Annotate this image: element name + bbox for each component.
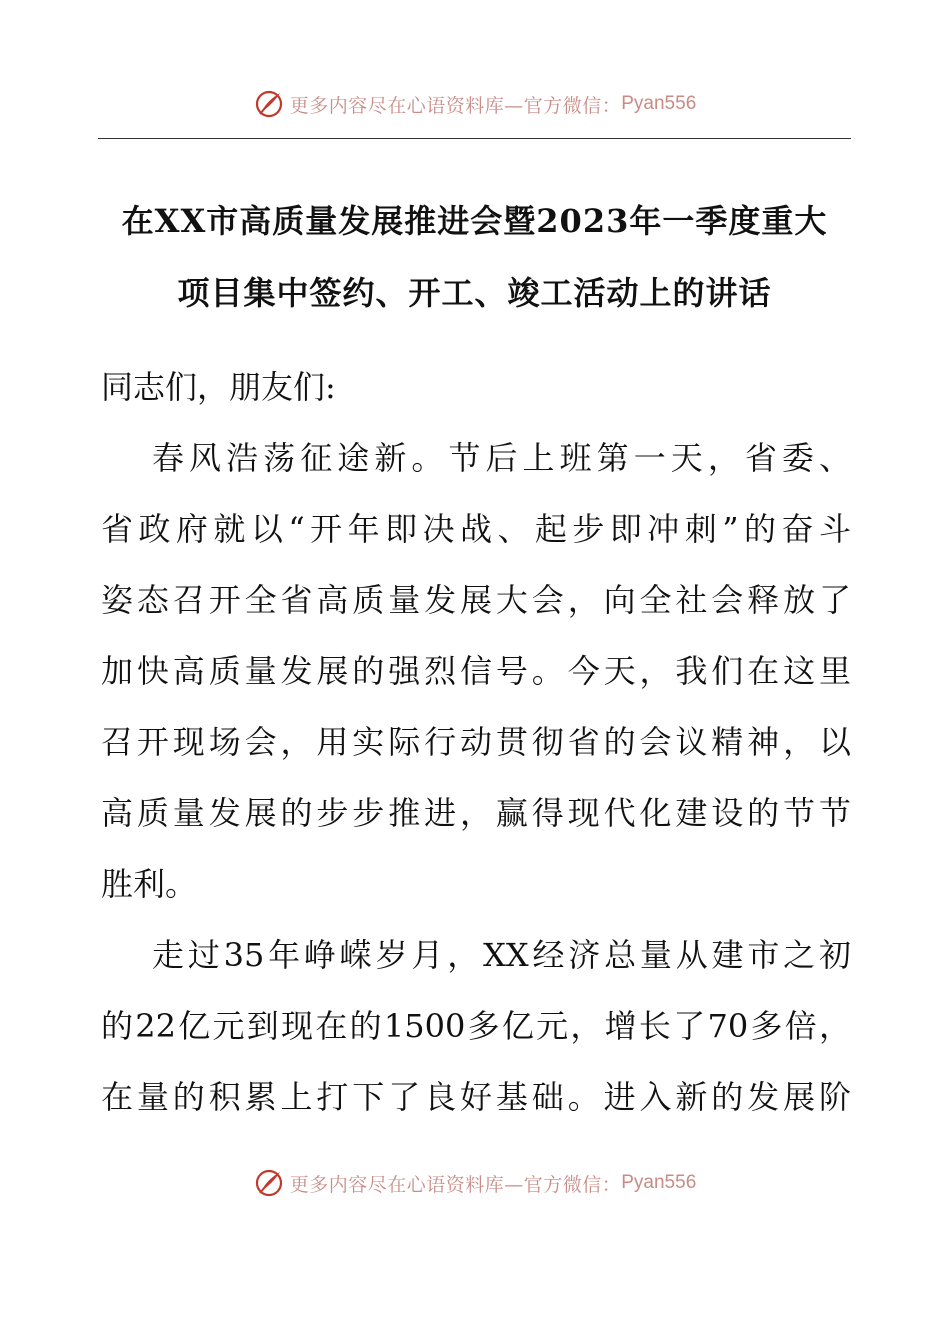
- header-banner: [0, 84, 950, 124]
- paragraph-line: 春风浩荡征途新。节后上班第一天，省委、: [152, 439, 851, 477]
- paragraph-line: 在量的积累上打下了良好基础。进入新的发展阶: [101, 1078, 851, 1116]
- quill-logo-icon: [254, 1168, 284, 1198]
- paragraph-line: 姿态召开全省高质量发展大会，向全社会释放了: [101, 581, 851, 619]
- wechat-id: Pyan556: [621, 1172, 697, 1193]
- document-title-line-1: 在XX市高质量发展推进会暨2023年一季度重大: [121, 202, 828, 240]
- salutation: 同志们，朋友们:: [101, 368, 336, 406]
- document-title-line-2: 项目集中签约、开工、竣工活动上的讲话: [177, 274, 772, 312]
- quill-logo-icon: [254, 89, 284, 119]
- paragraph-line: 高质量发展的步步推进，赢得现代化建设的节节: [101, 794, 851, 832]
- footer-banner: [0, 1163, 950, 1203]
- header-divider: [98, 138, 851, 139]
- paragraph-line: 的22亿元到现在的1500多亿元，增长了70多倍，: [101, 1007, 851, 1045]
- banner-text: 更多内容尽在心语资料库—官方微信：: [289, 94, 622, 117]
- paragraph-line: 省政府就以“开年即决战、起步即冲刺”的奋斗: [101, 510, 851, 548]
- paragraph-line: 胜利。: [101, 865, 198, 903]
- paragraph-line: 召开现场会，用实际行动贯彻省的会议精神，以: [101, 723, 851, 761]
- paragraph-line: 走过35年峥嵘岁月，XX经济总量从建市之初: [152, 936, 851, 974]
- banner-text: 更多内容尽在心语资料库—官方微信：: [289, 1173, 622, 1196]
- paragraph-line: 加快高质量发展的强烈信号。今天，我们在这里: [101, 652, 851, 690]
- wechat-id: Pyan556: [621, 93, 697, 114]
